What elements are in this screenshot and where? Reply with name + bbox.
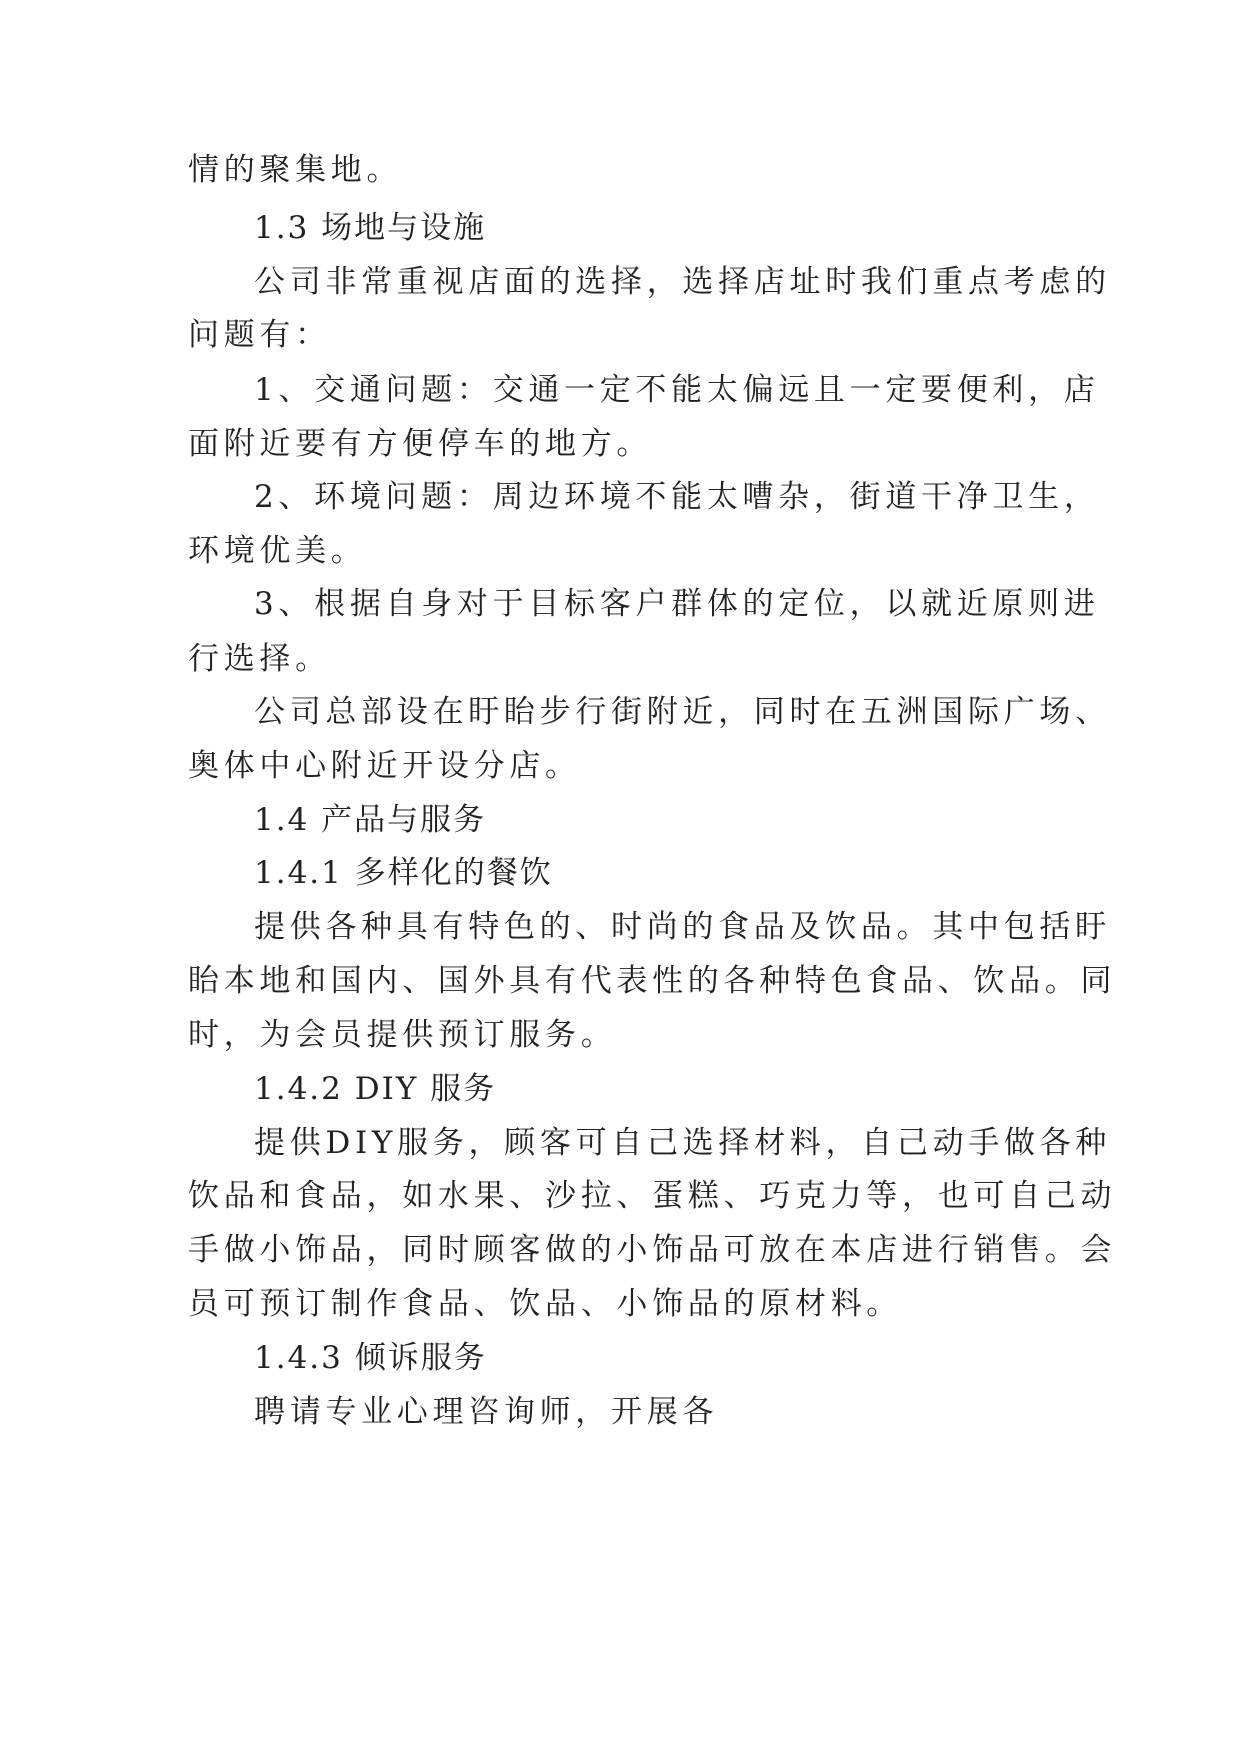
list-item-traffic-cont: 面附近要有方便停车的地方。 [188, 426, 653, 462]
paragraph-line: 奥体中心附近开设分店。 [188, 748, 581, 784]
paragraph-line: 眙本地和国内、国外具有代表性的各种特色食品、饮品。同 [188, 963, 1117, 999]
paragraph-line: 问题有： [188, 317, 331, 353]
list-item-traffic: 1、交通问题：交通一定不能太偏远且一定要便利，店 [254, 372, 1100, 408]
paragraph-line: 公司总部设在盱眙步行街附近，同时在五洲国际广场、 [254, 694, 1111, 730]
section-heading-1-3: 1.3 场地与设施 [254, 210, 487, 246]
subsection-heading-1-4-1: 1.4.1 多样化的餐饮 [254, 855, 553, 891]
paragraph-line: 公司非常重视店面的选择，选择店址时我们重点考虑的 [254, 264, 1111, 300]
paragraph-line: 聘请专业心理咨询师，开展各 [254, 1394, 719, 1430]
list-item-environment: 2、环境问题：周边环境不能太嘈杂，街道干净卫生， [254, 479, 1100, 515]
list-item-environment-cont: 环境优美。 [188, 533, 367, 569]
paragraph-line: 手做小饰品，同时顾客做的小饰品可放在本店进行销售。会 [188, 1232, 1117, 1268]
paragraph-line: 饮品和食品，如水果、沙拉、蛋糕、巧克力等，也可自己动 [188, 1178, 1117, 1214]
paragraph-line: 提供DIY服务，顾客可自己选择材料，自己动手做各种 [254, 1125, 1112, 1161]
list-item-positioning: 3、根据自身对于目标客户群体的定位，以就近原则进 [254, 586, 1100, 622]
paragraph-line: 提供各种具有特色的、时尚的食品及饮品。其中包括盱 [254, 909, 1111, 945]
paragraph-line: 时，为会员提供预订服务。 [188, 1017, 617, 1053]
paragraph-line: 员可预订制作食品、饮品、小饰品的原材料。 [188, 1286, 902, 1322]
paragraph-continuation: 情的聚集地。 [188, 152, 403, 188]
section-heading-1-4: 1.4 产品与服务 [254, 802, 487, 838]
subsection-heading-1-4-2: 1.4.2 DIY 服务 [254, 1071, 497, 1107]
subsection-heading-1-4-3: 1.4.3 倾诉服务 [254, 1340, 487, 1376]
list-item-positioning-cont: 行选择。 [188, 641, 331, 677]
